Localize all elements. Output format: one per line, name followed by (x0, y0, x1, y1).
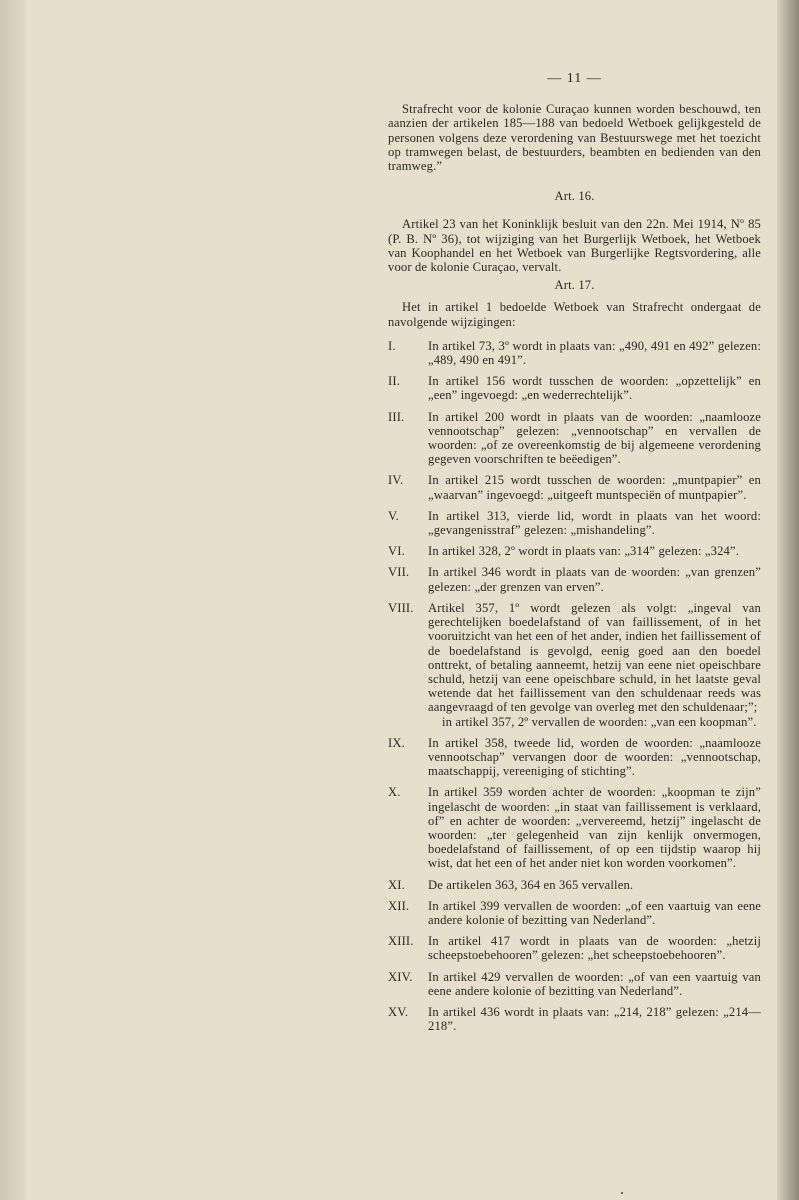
article-17-heading: Art. 17. (554, 278, 595, 293)
text-column (388, 72, 761, 1040)
item-number: VII. (388, 565, 410, 580)
item-number: XIII. (388, 934, 414, 949)
item-number: VIII. (388, 600, 414, 615)
list-item (388, 509, 761, 537)
item-number: VI. (388, 544, 405, 559)
scan-speck (621, 1192, 623, 1194)
list-item (388, 565, 761, 593)
item-text: In artikel 328, 2º wordt in plaats van: „314” gelezen: „324”. (428, 544, 740, 559)
amendment-list (388, 339, 761, 1034)
item-text: In artikel 399 vervallen de woorden: „of een vaartuig van eene andere kolonie of bezitting van Nederland”. (428, 898, 761, 927)
continuation-paragraph: Strafrecht voor de kolonie Curaçao kunnen worden beschouwd, ten aanzien der artikelen 185—188 van bedoeld Wetboek gelijkgesteld de personen volgens deze verordening van Bestuurswege met het toezicht op tramwegen belast, de bestuurders, beambten en bedienden van den tramweg.” (388, 102, 761, 174)
list-item (388, 934, 761, 962)
list-item (388, 970, 761, 998)
article-16-heading: Art. 16. (554, 189, 595, 204)
item-text: In artikel 346 wordt in plaats van de woorden: „van grenzen” gelezen: „der grenzen van erven”. (428, 565, 761, 594)
list-item (388, 339, 761, 367)
list-item (388, 1005, 761, 1033)
item-number: XII. (388, 898, 410, 913)
item-text: In artikel 359 worden achter de woorden: „koopman te zijn” ingelascht de woorden: „in staat van faillissement is verklaard, of” en achter de woorden: „ververeemd, hetzij” ingelascht de woorden: „ter gelegenheid van zijn kenlijk onvermogen, boedelafstand of faillissement, of op een tijdstip waarop hij wist, dat het een of het ander niet kon worden voorkomen”. (428, 785, 761, 871)
list-item (388, 544, 761, 558)
item-number: II. (388, 374, 400, 389)
article-17-intro: Het in artikel 1 bedoelde Wetboek van Strafrecht ondergaat de navolgende wijzigingen: (388, 300, 761, 329)
item-text: In artikel 73, 3º wordt in plaats van: „490, 491 en 492” gelezen: „489, 490 en 491”. (428, 338, 761, 368)
article-16-text: Artikel 23 van het Koninklijk besluit van den 22n. Mei 1914, Nº 85 (P. B. Nº 36), tot wijziging van het Burgerlijk Wetboek, het Wetboek van Koophandel en het Wetboek van Burgerlijke Regtsvordering, alle voor de kolonie Curaçao, vervalt. (388, 217, 761, 275)
item-text: In artikel 358, tweede lid, worden de woorden: „naamlooze vennootschap” vervangen door de woorden: „vennootschap, maatschappij, vereeniging of stichting”. (428, 735, 761, 779)
list-item (388, 785, 761, 870)
list-item (388, 736, 761, 779)
item-number: XI. (388, 877, 405, 892)
item-number: XV. (388, 1004, 409, 1019)
item-number: I. (388, 338, 396, 353)
list-item (388, 601, 761, 729)
list-item (388, 410, 761, 467)
item-text: Artikel 357, 1º wordt gelezen als volgt: „ingeval van gerechtelijken boedelafstand of van faillissement, of in het vooruitzicht van het een of het ander, indien het faillissement of de boedelafstand is gevolgd, eenig goed aan den boedel onttrekt, of betaling aanneemt, hetzij van eene niet opeischbare schuld, hetzij van eene opeischbare schuld, in het laatste geval wetende dat het faillissement van den schuldenaar reeds was aangevraagd of ten gevolge van overleg met den schuldenaar;”; (428, 600, 761, 715)
page-right-edge (777, 0, 799, 1200)
list-item (388, 899, 761, 927)
item-text: In artikel 215 wordt tusschen de woorden: „muntpapier” en „waarvan” ingevoegd: „uitgeeft muntspeciën of muntpapier”. (428, 473, 761, 502)
item-text: In artikel 429 vervallen de woorden: „of van een vaartuig van eene andere kolonie of bezitting van Nederland”. (428, 969, 761, 998)
item-number: III. (388, 409, 405, 424)
item-text: In artikel 436 wordt in plaats van: „214, 218” gelezen: „214—218”. (428, 1004, 761, 1034)
item-number: X. (388, 785, 401, 800)
list-item (388, 473, 761, 501)
item-text: In artikel 313, vierde lid, wordt in plaats van het woord: „gevangenisstraf” gelezen: „mishandeling”. (428, 508, 761, 538)
item-number: XIV. (388, 969, 413, 984)
item-text: In artikel 417 wordt in plaats van de woorden: „hetzij scheepstoebehooren” gelezen: „het scheepstoebehooren”. (428, 934, 761, 963)
item-text: De artikelen 363, 364 en 365 vervallen. (428, 877, 634, 892)
item-text: In artikel 156 wordt tusschen de woorden: „opzettelijk” en „een” ingevoegd: „en wederrechtelijk”. (428, 374, 761, 403)
page-number: — 11 — (547, 71, 602, 86)
item-number: IX. (388, 735, 405, 750)
item-text-group (428, 601, 761, 729)
item-text: In artikel 200 wordt in plaats van de woorden: „naamlooze vennootschap” gelezen: „vennootschap” en vervallen de woorden: „of ze overeenkomstig de bij algemeene verordening gegeven voorschriften te beëedigen”. (428, 409, 761, 467)
item-number: V. (388, 508, 399, 523)
list-item (388, 374, 761, 402)
page-left-edge (0, 0, 26, 1200)
list-item (388, 878, 761, 892)
item-subtext: in artikel 357, 2º vervallen de woorden: „van een koopman”. (442, 714, 757, 729)
item-number: IV. (388, 473, 404, 488)
